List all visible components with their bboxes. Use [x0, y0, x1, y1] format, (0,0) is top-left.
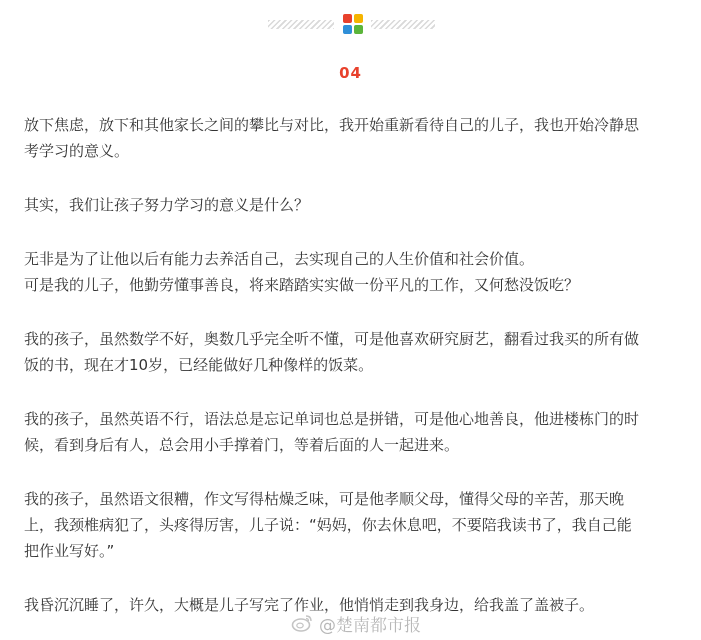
text-line: 候，看到身后有人，总会用小手撑着门，等着后面的人一起进来。 [24, 436, 460, 454]
text-line: 饭的书，现在才10岁，已经能做好几种像样的饭菜。 [24, 356, 374, 374]
text-line: 其实，我们让孩子努力学习的意义是什么？ [24, 196, 310, 214]
paragraph [24, 246, 684, 298]
text-line: 我的孩子，虽然数学不好，奥数几乎完全听不懂，可是他喜欢研究厨艺，翻看过我买的所有做 [24, 330, 640, 348]
paragraph [24, 326, 684, 378]
watermark [291, 612, 421, 634]
four-squares-logo-icon [343, 14, 363, 34]
paragraph [24, 192, 684, 218]
text-line: 我的孩子，虽然语文很糟，作文写得枯燥乏味，可是他孝顺父母，懂得父母的辛苦，那天晚 [24, 490, 625, 508]
article-body [24, 112, 684, 618]
text-line: 我的孩子，虽然英语不行，语法总是忘记单词也总是拼错，可是他心地善良，他进楼栋门的时 [24, 410, 640, 428]
text-line: 把作业写好。” [24, 542, 115, 560]
text-line: 考学习的意义。 [24, 142, 130, 160]
text-line: 放下焦虑，放下和其他家长之间的攀比与对比，我开始重新看待自己的儿子，我也开始冷静思 [24, 116, 640, 134]
section-divider [0, 12, 701, 36]
section-number: 04 [339, 64, 362, 82]
paragraph [24, 406, 684, 458]
text-line: 可是我的儿子，他勤劳懂事善良，将来踏踏实实做一份平凡的工作，又何愁没饭吃？ [24, 276, 580, 294]
text-line: 我昏沉沉睡了，许久，大概是儿子写完了作业，他悄悄走到我身边，给我盖了盖被子。 [24, 596, 595, 614]
watermark-text: @楚南都市报 [319, 615, 421, 636]
paragraph [24, 112, 684, 164]
divider-hatch-left [268, 20, 334, 29]
text-line: 上，我颈椎病犯了，头疼得厉害，儿子说：“妈妈，你去休息吧，不要陪我读书了，我自己能 [24, 516, 632, 534]
text-line: 无非是为了让他以后有能力去养活自己，去实现自己的人生价值和社会价值。 [24, 250, 535, 268]
divider-hatch-right [371, 20, 435, 29]
weibo-icon [291, 613, 313, 633]
paragraph [24, 486, 684, 564]
